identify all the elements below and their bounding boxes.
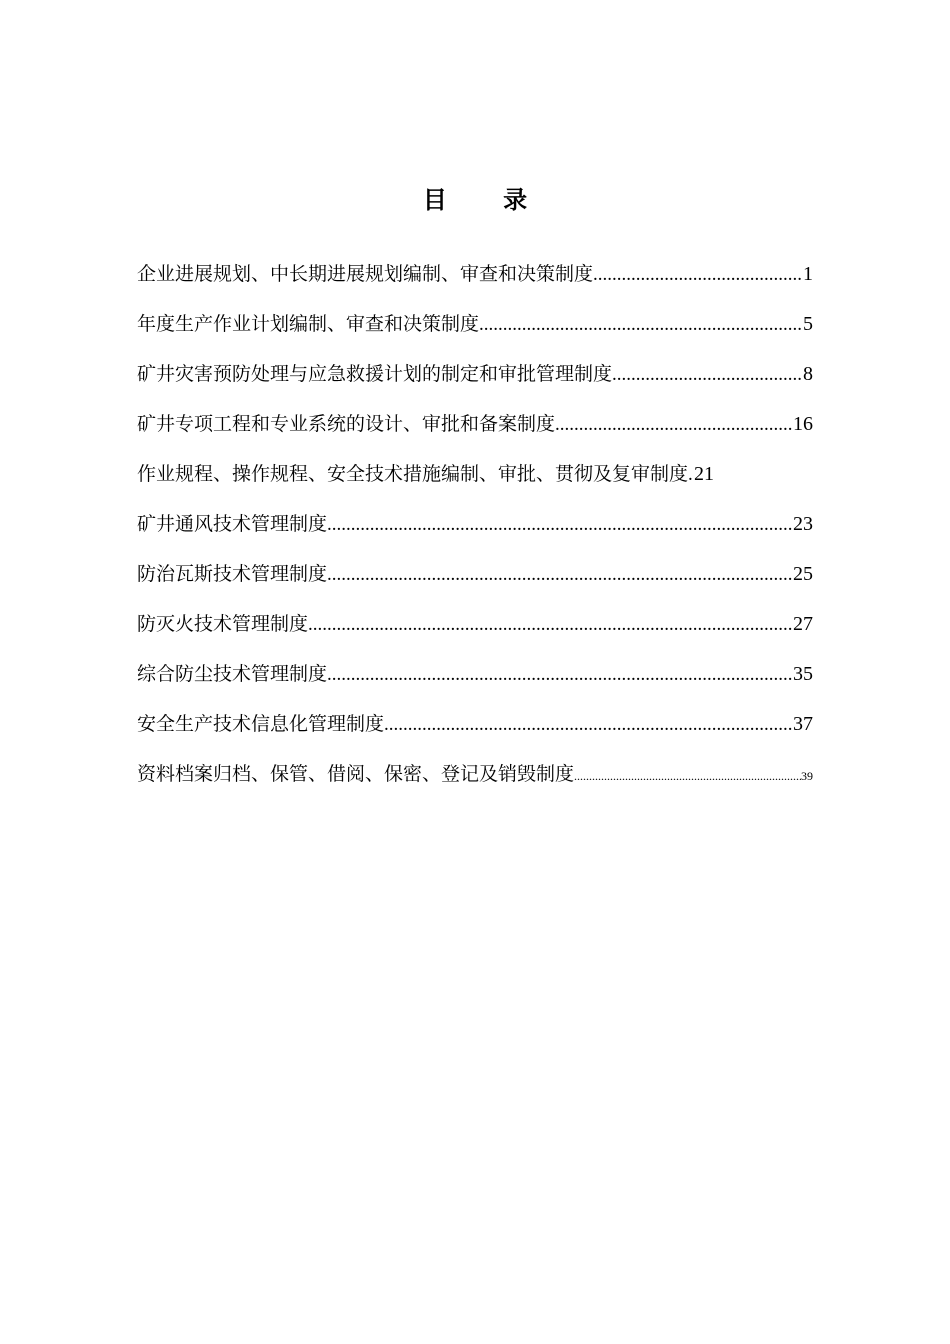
- toc-entry[interactable]: [137, 507, 813, 557]
- toc-dot-leader: [555, 408, 793, 442]
- toc-dot-leader: [479, 308, 803, 342]
- toc-entry-text: 企业进展规划、中长期进展规划编制、审查和决策制度: [137, 263, 594, 285]
- toc-entry[interactable]: [137, 407, 813, 457]
- toc-entry[interactable]: [137, 307, 813, 357]
- toc-dot-leader: [593, 258, 803, 292]
- toc-entry-text: 矿井通风技术管理制度: [137, 513, 328, 535]
- toc-list: [137, 257, 813, 807]
- toc-entry[interactable]: [137, 257, 813, 307]
- toc-entry[interactable]: [137, 607, 813, 657]
- toc-entry[interactable]: [137, 657, 813, 707]
- toc-dot-leader: [327, 658, 793, 692]
- toc-entry-page: 25: [793, 563, 813, 585]
- toc-entry[interactable]: [137, 357, 813, 407]
- toc-entry-text: 安全生产技术信息化管理制度: [137, 713, 385, 735]
- toc-entry-page: 39: [801, 769, 813, 783]
- toc-entry[interactable]: [137, 457, 813, 507]
- toc-dot-leader: [327, 508, 793, 542]
- toc-entry-page: 8: [803, 363, 813, 385]
- toc-entry-page: 37: [793, 713, 813, 735]
- toc-entry-text: 年度生产作业计划编制、审查和决策制度: [137, 313, 480, 335]
- toc-entry-text: 作业规程、操作规程、安全技术措施编制、审批、贯彻及复审制度: [137, 463, 689, 485]
- toc-entry-text: 防治瓦斯技术管理制度: [137, 563, 328, 585]
- toc-entry-page: 1: [803, 263, 813, 285]
- toc-entry[interactable]: [137, 557, 813, 607]
- toc-entry-text: 矿井灾害预防处理与应急救援计划的制定和审批管理制度: [137, 363, 613, 385]
- toc-entry-text: 资料档案归档、保管、借阅、保密、登记及销毁制度: [137, 763, 575, 785]
- toc-entry-text: 矿井专项工程和专业系统的设计、审批和备案制度: [137, 413, 556, 435]
- toc-dot-leader: [384, 708, 793, 742]
- toc-dot-leader: [327, 558, 793, 592]
- toc-entry-page: 21: [694, 463, 715, 485]
- toc-entry-page: 16: [793, 413, 813, 435]
- toc-entry[interactable]: [137, 757, 813, 807]
- toc-entry-page: 5: [803, 313, 813, 335]
- toc-entry-page: 23: [793, 513, 813, 535]
- toc-entry-text: 综合防尘技术管理制度: [137, 663, 328, 685]
- toc-entry-page: 35: [793, 663, 813, 685]
- toc-title: 目 录: [422, 185, 552, 214]
- toc-entry[interactable]: [137, 707, 813, 757]
- toc-dot-leader: [308, 608, 793, 642]
- toc-dot-leader: [574, 759, 801, 793]
- toc-entry-page: 27: [793, 613, 813, 635]
- toc-entry-text: 防灭火技术管理制度: [137, 613, 309, 635]
- toc-dot-leader: [612, 358, 803, 392]
